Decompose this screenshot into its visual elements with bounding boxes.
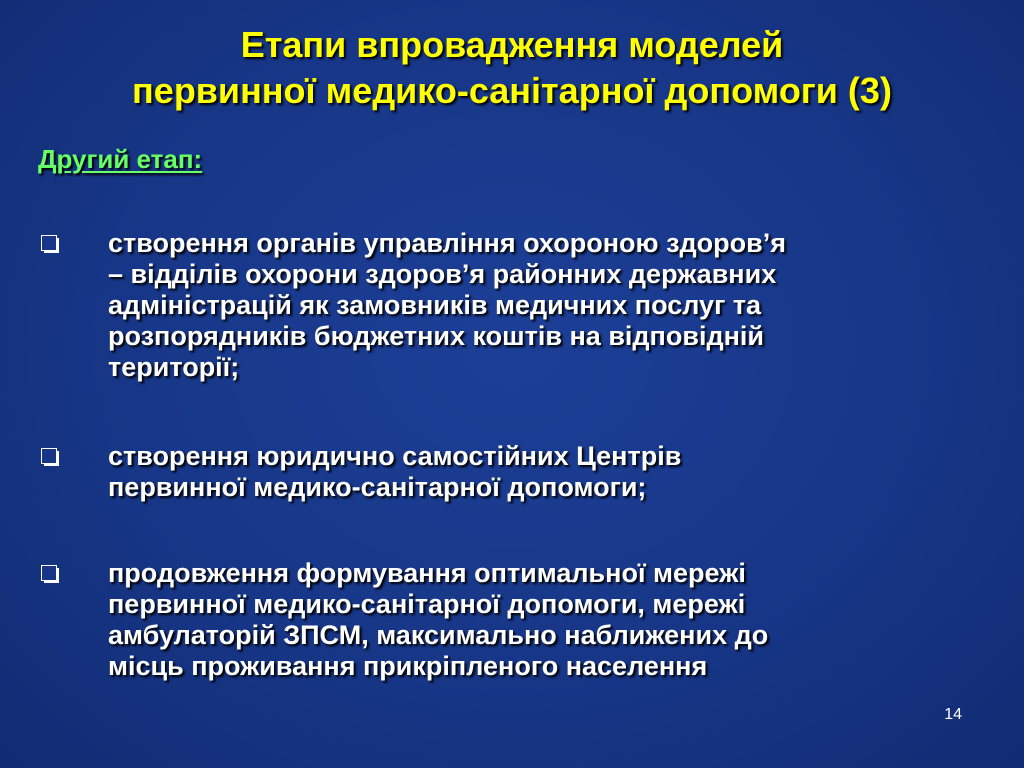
slide-title-line-2: первинної медико-санітарної допомоги (3) [132, 70, 892, 111]
checkbox-bullet-icon [40, 234, 60, 254]
bullet-line: розпорядників бюджетних коштів на відповідній [108, 321, 765, 351]
bullet-text [108, 441, 998, 503]
bullet-line: первинної медико-санітарної допомоги, мережі [108, 589, 746, 619]
bullet-line: амбулаторій ЗПСМ, максимально наближених до [108, 620, 769, 650]
bullet-line: створення юридично самостійних Центрів [108, 441, 682, 471]
bullet-line: адміністрацій як замовників медичних послуг та [108, 290, 762, 320]
bullet-line: створення органів управління охороною здоров’я [108, 228, 787, 258]
slide-title-line-1: Етапи впровадження моделей [240, 24, 784, 65]
slide-title [0, 22, 1024, 114]
checkbox-bullet-icon [40, 564, 60, 584]
bullet-line: місць проживання прикріпленого населення [108, 651, 708, 681]
checkbox-bullet-icon [40, 447, 60, 467]
page-number: 14 [944, 706, 962, 723]
bullet-line: – відділів охорони здоров’я районних державних [108, 259, 777, 289]
bullet-text [108, 558, 998, 682]
bullet-text [108, 228, 998, 383]
bullet-line: первинної медико-санітарної допомоги; [108, 472, 647, 502]
bullet-line: продовження формування оптимальної мережі [108, 558, 746, 588]
bullet-line: території; [108, 352, 240, 382]
section-subtitle: Другий етап: [38, 144, 203, 174]
